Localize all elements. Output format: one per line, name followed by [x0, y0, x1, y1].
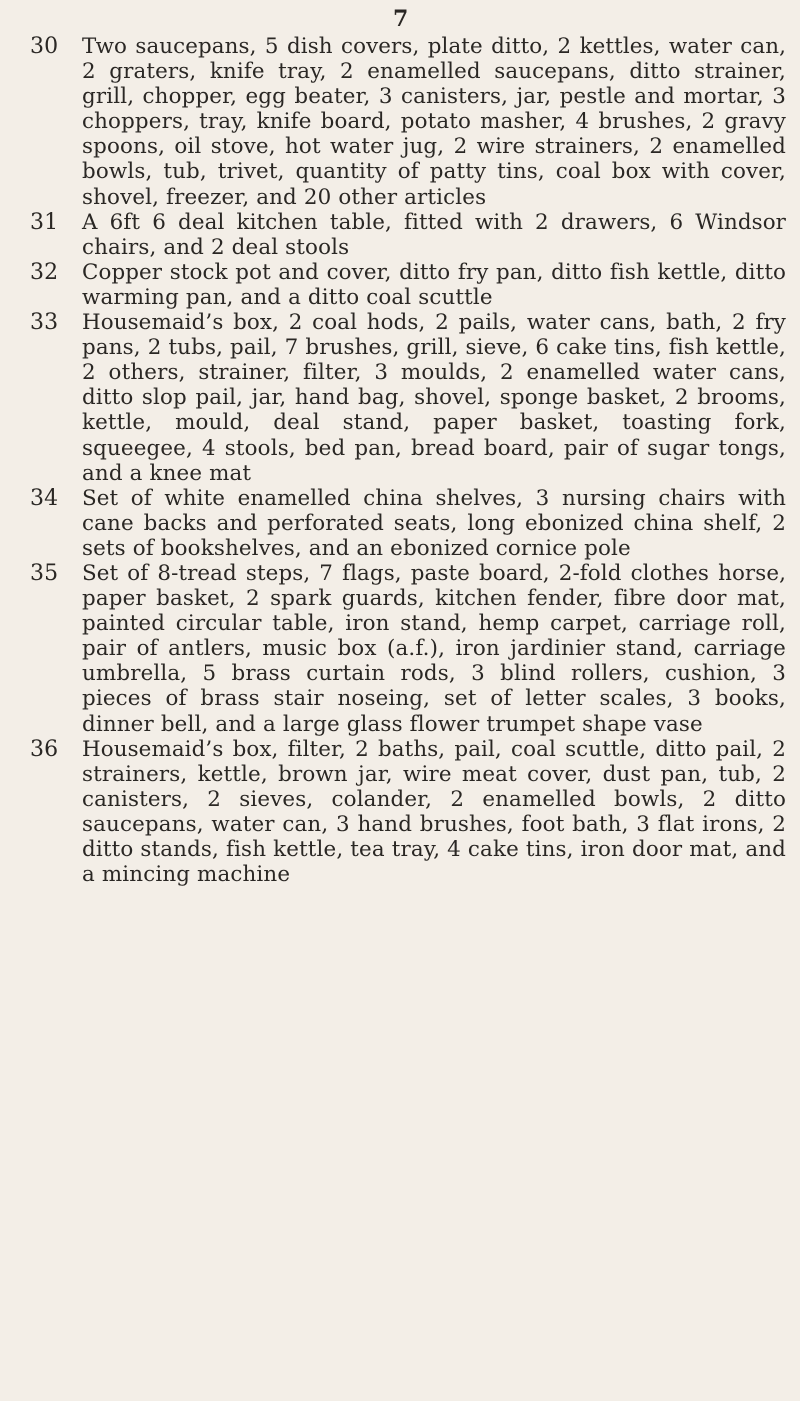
- lot-number: 32: [30, 259, 59, 285]
- lot-item: [30, 260, 786, 310]
- lot-description: Two saucepans, 5 dish covers, plate ditto, 2 kettles, water can, 2 graters, knife tray, 2 enamelled saucepans, ditto strainer, grill, chopper, egg beater, 3 canisters, jar, pestle and mortar, 3 choppers, tray, knife board, potato masher, 4 brushes, 2 gravy spoons, oil stove, hot water jug, 2 wire strainers, 2 enamelled bowls, tub, trivet, quantity of patty tins, coal box with cover, shovel, freezer, and 20 other articles: [82, 34, 786, 210]
- lot-item: [30, 210, 786, 260]
- lot-number: 34: [30, 485, 59, 511]
- lot-number: 30: [30, 34, 59, 59]
- lot-item: [30, 34, 786, 210]
- lot-item: [30, 737, 786, 888]
- lot-number: 31: [30, 209, 59, 235]
- lot-item: [30, 486, 786, 561]
- lot-description: Housemaid’s box, 2 coal hods, 2 pails, water cans, bath, 2 fry pans, 2 tubs, pail, 7 brushes, grill, sieve, 6 cake tins, fish kettle, 2 others, strainer, filter, 3 moulds, 2 enamelled water cans, ditto slop pail, jar, hand bag, shovel, sponge basket, 2 brooms, kettle, mould, deal stand, paper basket, toasting fork, squeegee, 4 stools, bed pan, bread board, pair of sugar tongs, and a knee mat: [82, 310, 786, 486]
- lot-item: [30, 561, 786, 737]
- lot-number: 36: [30, 736, 59, 762]
- page-number: 7: [393, 6, 409, 32]
- lot-description: A 6ft 6 deal kitchen table, fitted with 2 drawers, 6 Windsor chairs, and 2 deal stools: [82, 209, 786, 260]
- lot-list: [30, 34, 786, 887]
- lot-number: 33: [30, 310, 59, 336]
- lot-description: Copper stock pot and cover, ditto fry pan, ditto fish kettle, ditto warming pan, and a ditto coal scuttle: [82, 259, 786, 310]
- lot-description: Set of white enamelled china shelves, 3 nursing chairs with cane backs and perforated seats, long ebonized china shelf, 2 sets of bookshelves, and an ebonized cornice pole: [82, 485, 786, 561]
- lot-description: Housemaid’s box, filter, 2 baths, pail, coal scuttle, ditto pail, 2 strainers, kettle, brown jar, wire meat cover, dust pan, tub, 2 canisters, 2 sieves, colander, 2 enamelled bowls, 2 ditto saucepans, water can, 3 hand brushes, foot bath, 3 flat irons, 2 ditto stands, fish kettle, tea tray, 4 cake tins, iron door mat, and a mincing machine: [82, 736, 786, 888]
- lot-item: [30, 310, 786, 486]
- lot-number: 35: [30, 560, 59, 586]
- lot-description: Set of 8-tread steps, 7 flags, paste board, 2-fold clothes horse, paper basket, 2 spark guards, kitchen fender, fibre door mat, painted circular table, iron stand, hemp carpet, carriage roll, pair of antlers, music box (a.f.), iron jardinier stand, carriage umbrella, 5 brass curtain rods, 3 blind rollers, cushion, 3 pieces of brass stair noseing, set of letter scales, 3 books, dinner bell, and a large glass flower trumpet shape vase: [82, 560, 786, 737]
